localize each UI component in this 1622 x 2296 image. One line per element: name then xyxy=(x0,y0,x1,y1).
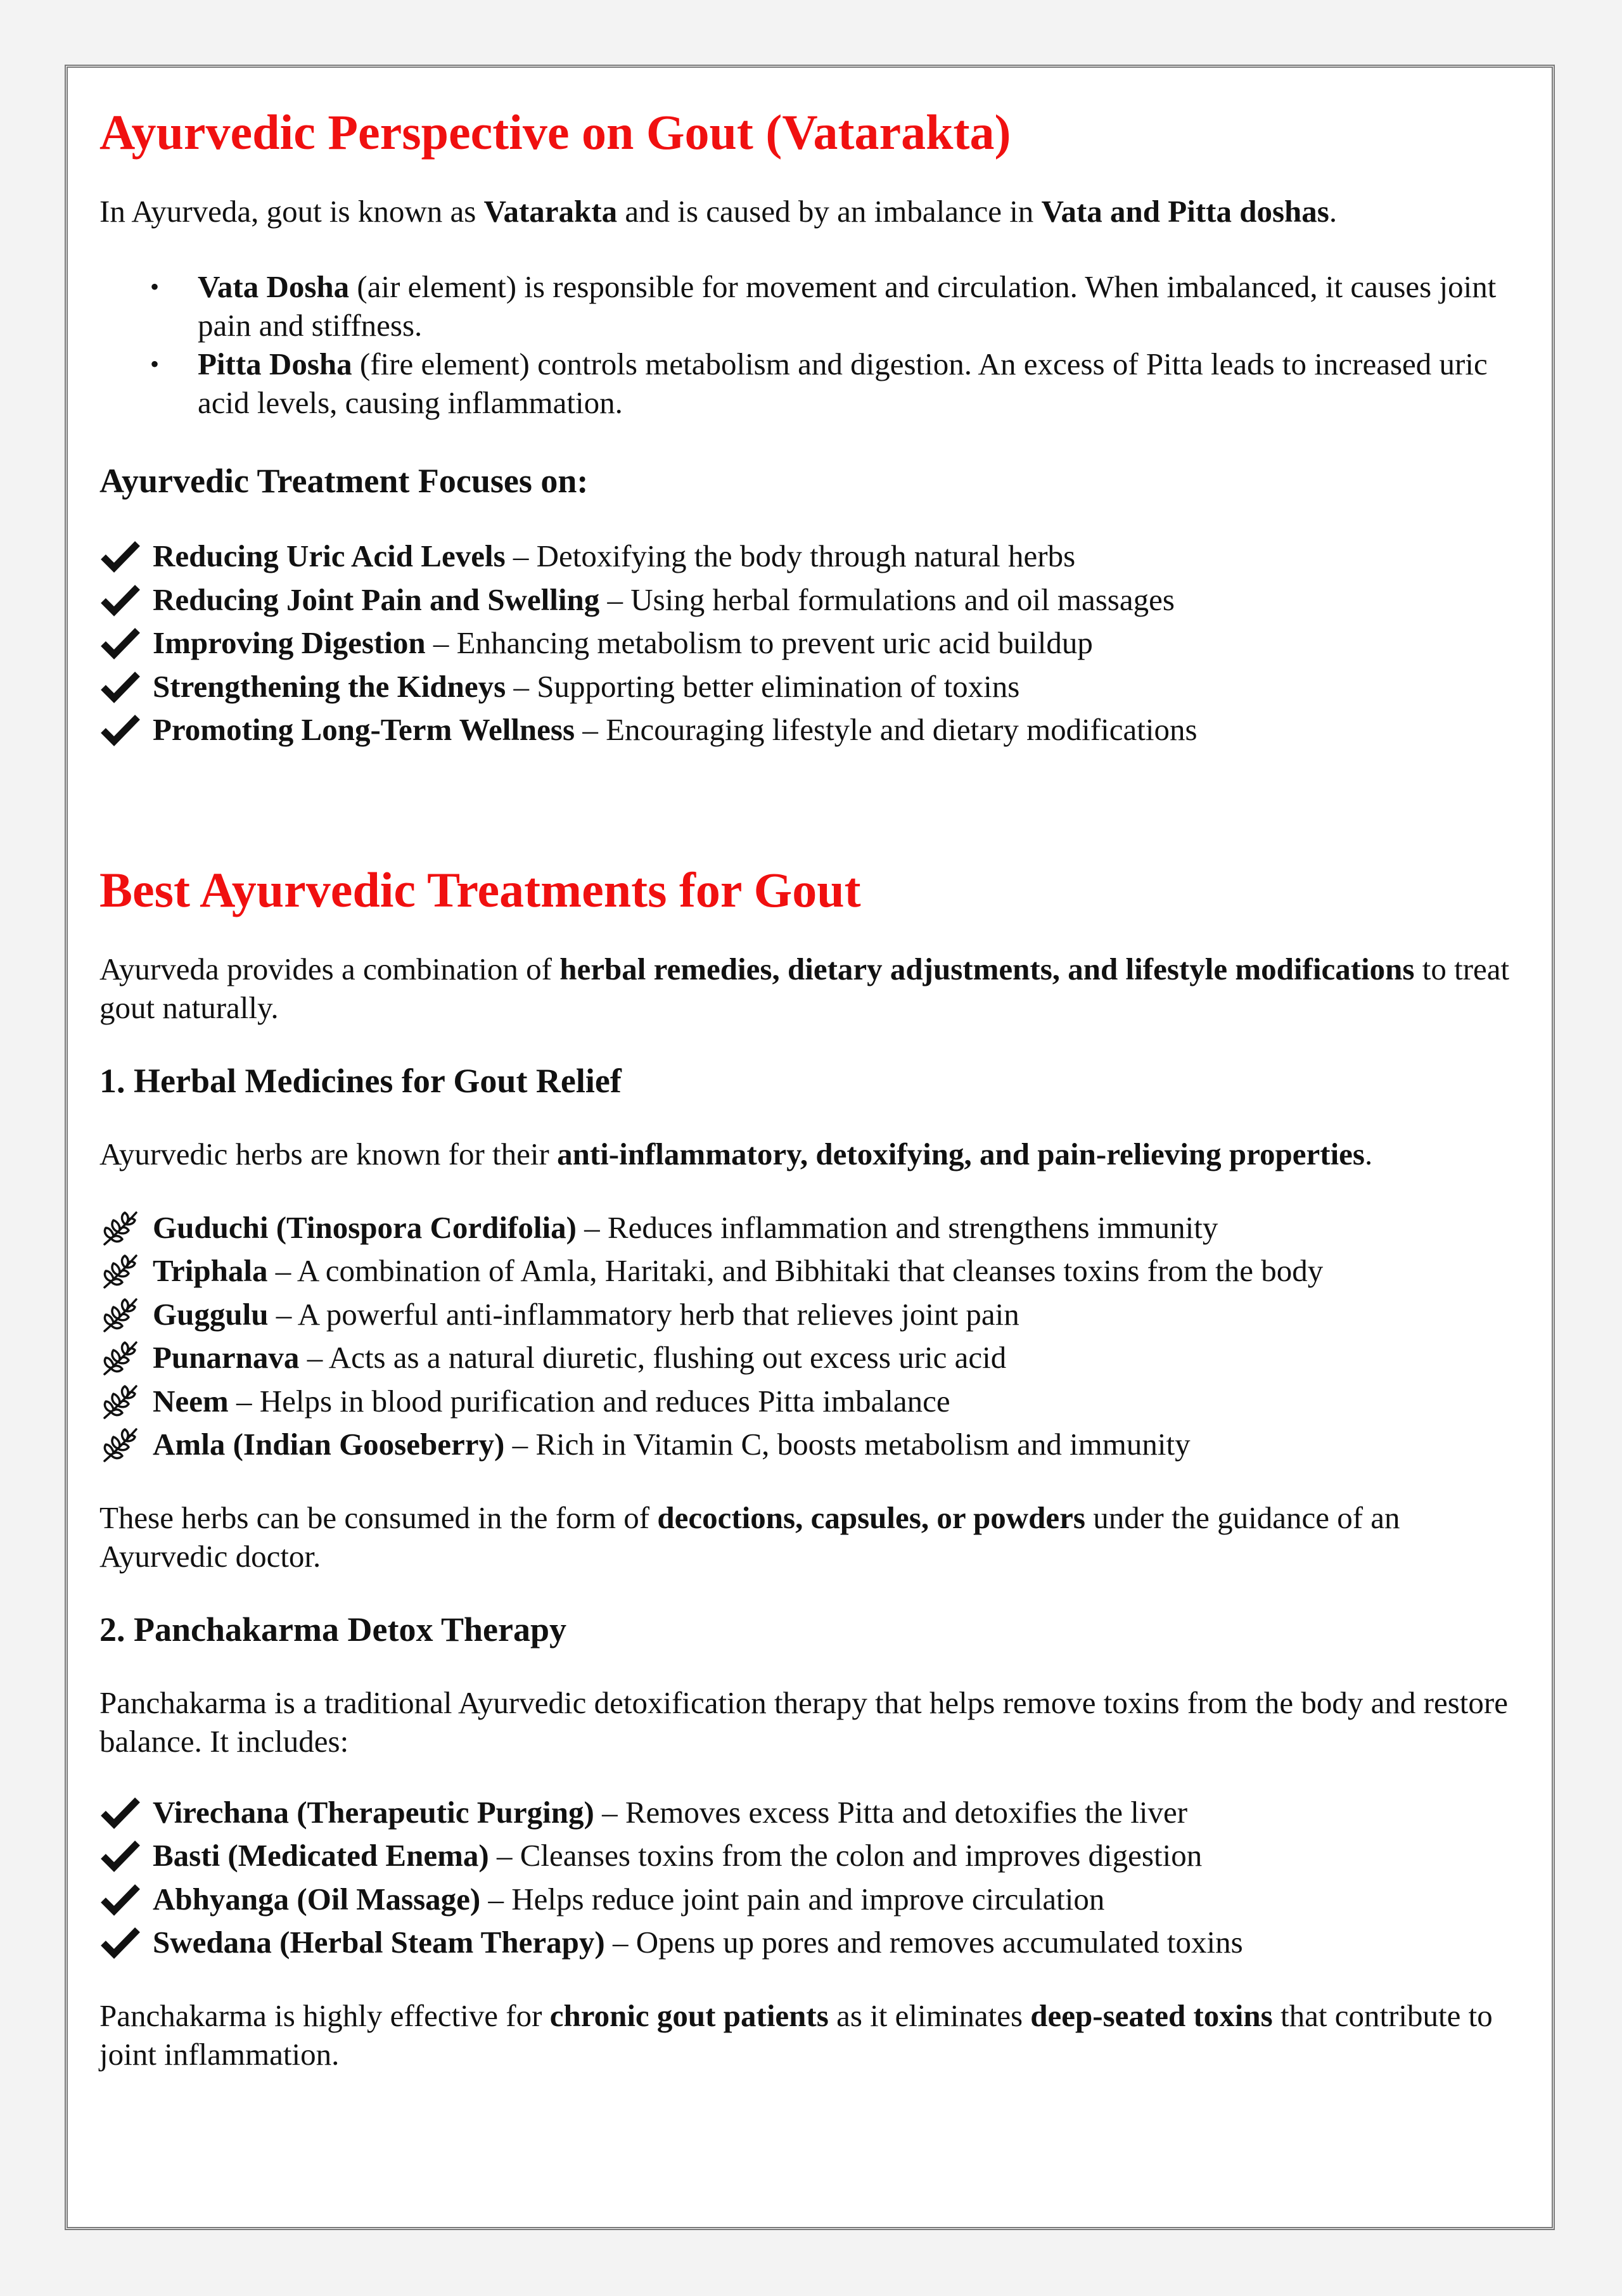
panchakarma-heading: 2. Panchakarma Detox Therapy xyxy=(99,1610,566,1649)
panchakarma-outro-paragraph: Panchakarma is highly effective for chronic gout patients as it eliminates deep-seated toxins that contribute to joint inflammation. xyxy=(99,1998,1493,2072)
bullet-icon: • xyxy=(150,272,160,301)
list-item: Triphala – A combination of Amla, Haritaki, and Bibhitaki that cleanses toxins from the body xyxy=(99,1249,1531,1293)
treatment-focus-list xyxy=(99,535,1531,752)
panchakarma-therapy-list xyxy=(99,1791,1531,1965)
list-item: Improving Digestion – Enhancing metabolism to prevent uric acid buildup xyxy=(99,622,1531,665)
herb-leaf-icon xyxy=(99,1296,141,1334)
herb-leaf-icon xyxy=(99,1209,141,1247)
list-item: Reducing Joint Pain and Swelling – Using herbal formulations and oil massages xyxy=(99,578,1531,622)
check-icon xyxy=(101,670,140,703)
herbal-outro-paragraph: These herbs can be consumed in the form of decoctions, capsules, or powders under the guidance of an Ayurvedic doctor. xyxy=(99,1500,1400,1574)
herb-leaf-icon xyxy=(99,1382,141,1420)
best-treatments-intro-paragraph: Ayurveda provides a combination of herbal remedies, dietary adjustments, and lifestyle modifications to treat gout naturally. xyxy=(99,951,1510,1025)
list-item: Reducing Uric Acid Levels – Detoxifying the body through natural herbs xyxy=(99,535,1531,578)
herbal-medicines-list xyxy=(99,1206,1531,1467)
document-page xyxy=(65,65,1555,2230)
bullet-icon: • xyxy=(150,350,160,378)
list-item-vata-dosha: • Vata Dosha (air element) is responsible for movement and circulation. When imbalanced, it causes joint pain and stiffness. xyxy=(198,267,1531,345)
list-item: Swedana (Herbal Steam Therapy) – Opens up pores and removes accumulated toxins xyxy=(99,1921,1531,1965)
list-item: Neem – Helps in blood purification and reduces Pitta imbalance xyxy=(99,1380,1531,1424)
check-icon xyxy=(101,713,140,746)
herb-leaf-icon xyxy=(99,1425,141,1464)
herb-leaf-icon xyxy=(99,1339,141,1377)
check-icon xyxy=(101,1883,140,1916)
list-item: Guggulu – A powerful anti-inflammatory herb that relieves joint pain xyxy=(99,1293,1531,1337)
vatarakta-intro-paragraph: In Ayurveda, gout is known as Vatarakta and is caused by an imbalance in Vata and Pitta doshas. xyxy=(99,194,1338,229)
list-item: Strengthening the Kidneys – Supporting better elimination of toxins xyxy=(99,665,1531,709)
list-item: Guduchi (Tinospora Cordifolia) – Reduces inflammation and strengthens immunity xyxy=(99,1206,1531,1250)
check-icon xyxy=(101,1796,140,1829)
list-item: Virechana (Therapeutic Purging) – Removes excess Pitta and detoxifies the liver xyxy=(99,1791,1531,1835)
section-title-best-treatments: Best Ayurvedic Treatments for Gout xyxy=(99,862,861,917)
herb-leaf-icon xyxy=(99,1252,141,1290)
check-icon xyxy=(101,627,140,660)
list-item: Abhyanga (Oil Massage) – Helps reduce joint pain and improve circulation xyxy=(99,1878,1531,1922)
treatment-focus-heading: Ayurvedic Treatment Focuses on: xyxy=(99,462,589,500)
list-item: Punarnava – Acts as a natural diuretic, flushing out excess uric acid xyxy=(99,1336,1531,1380)
panchakarma-intro-paragraph: Panchakarma is a traditional Ayurvedic detoxification therapy that helps remove toxins from the body and restore balance. It includes: xyxy=(99,1685,1508,1759)
dosha-list xyxy=(99,267,1531,422)
document-content xyxy=(99,101,1531,2074)
list-item: Basti (Medicated Enema) – Cleanses toxins from the colon and improves digestion xyxy=(99,1834,1531,1878)
list-item: Promoting Long-Term Wellness – Encouraging lifestyle and dietary modifications xyxy=(99,708,1531,752)
herbal-medicines-heading: 1. Herbal Medicines for Gout Relief xyxy=(99,1061,622,1100)
list-item-pitta-dosha: • Pitta Dosha (fire element) controls metabolism and digestion. An excess of Pitta leads to increased uric acid levels, causing inflammation. xyxy=(198,345,1531,422)
herbal-intro-paragraph: Ayurvedic herbs are known for their anti-inflammatory, detoxifying, and pain-relieving properties. xyxy=(99,1136,1373,1171)
check-icon xyxy=(101,540,140,573)
list-item: Amla (Indian Gooseberry) – Rich in Vitamin C, boosts metabolism and immunity xyxy=(99,1423,1531,1467)
section-title-vatarakta: Ayurvedic Perspective on Gout (Vatarakta) xyxy=(99,105,1011,160)
check-icon xyxy=(101,584,140,616)
check-icon xyxy=(101,1839,140,1872)
check-icon xyxy=(101,1926,140,1959)
